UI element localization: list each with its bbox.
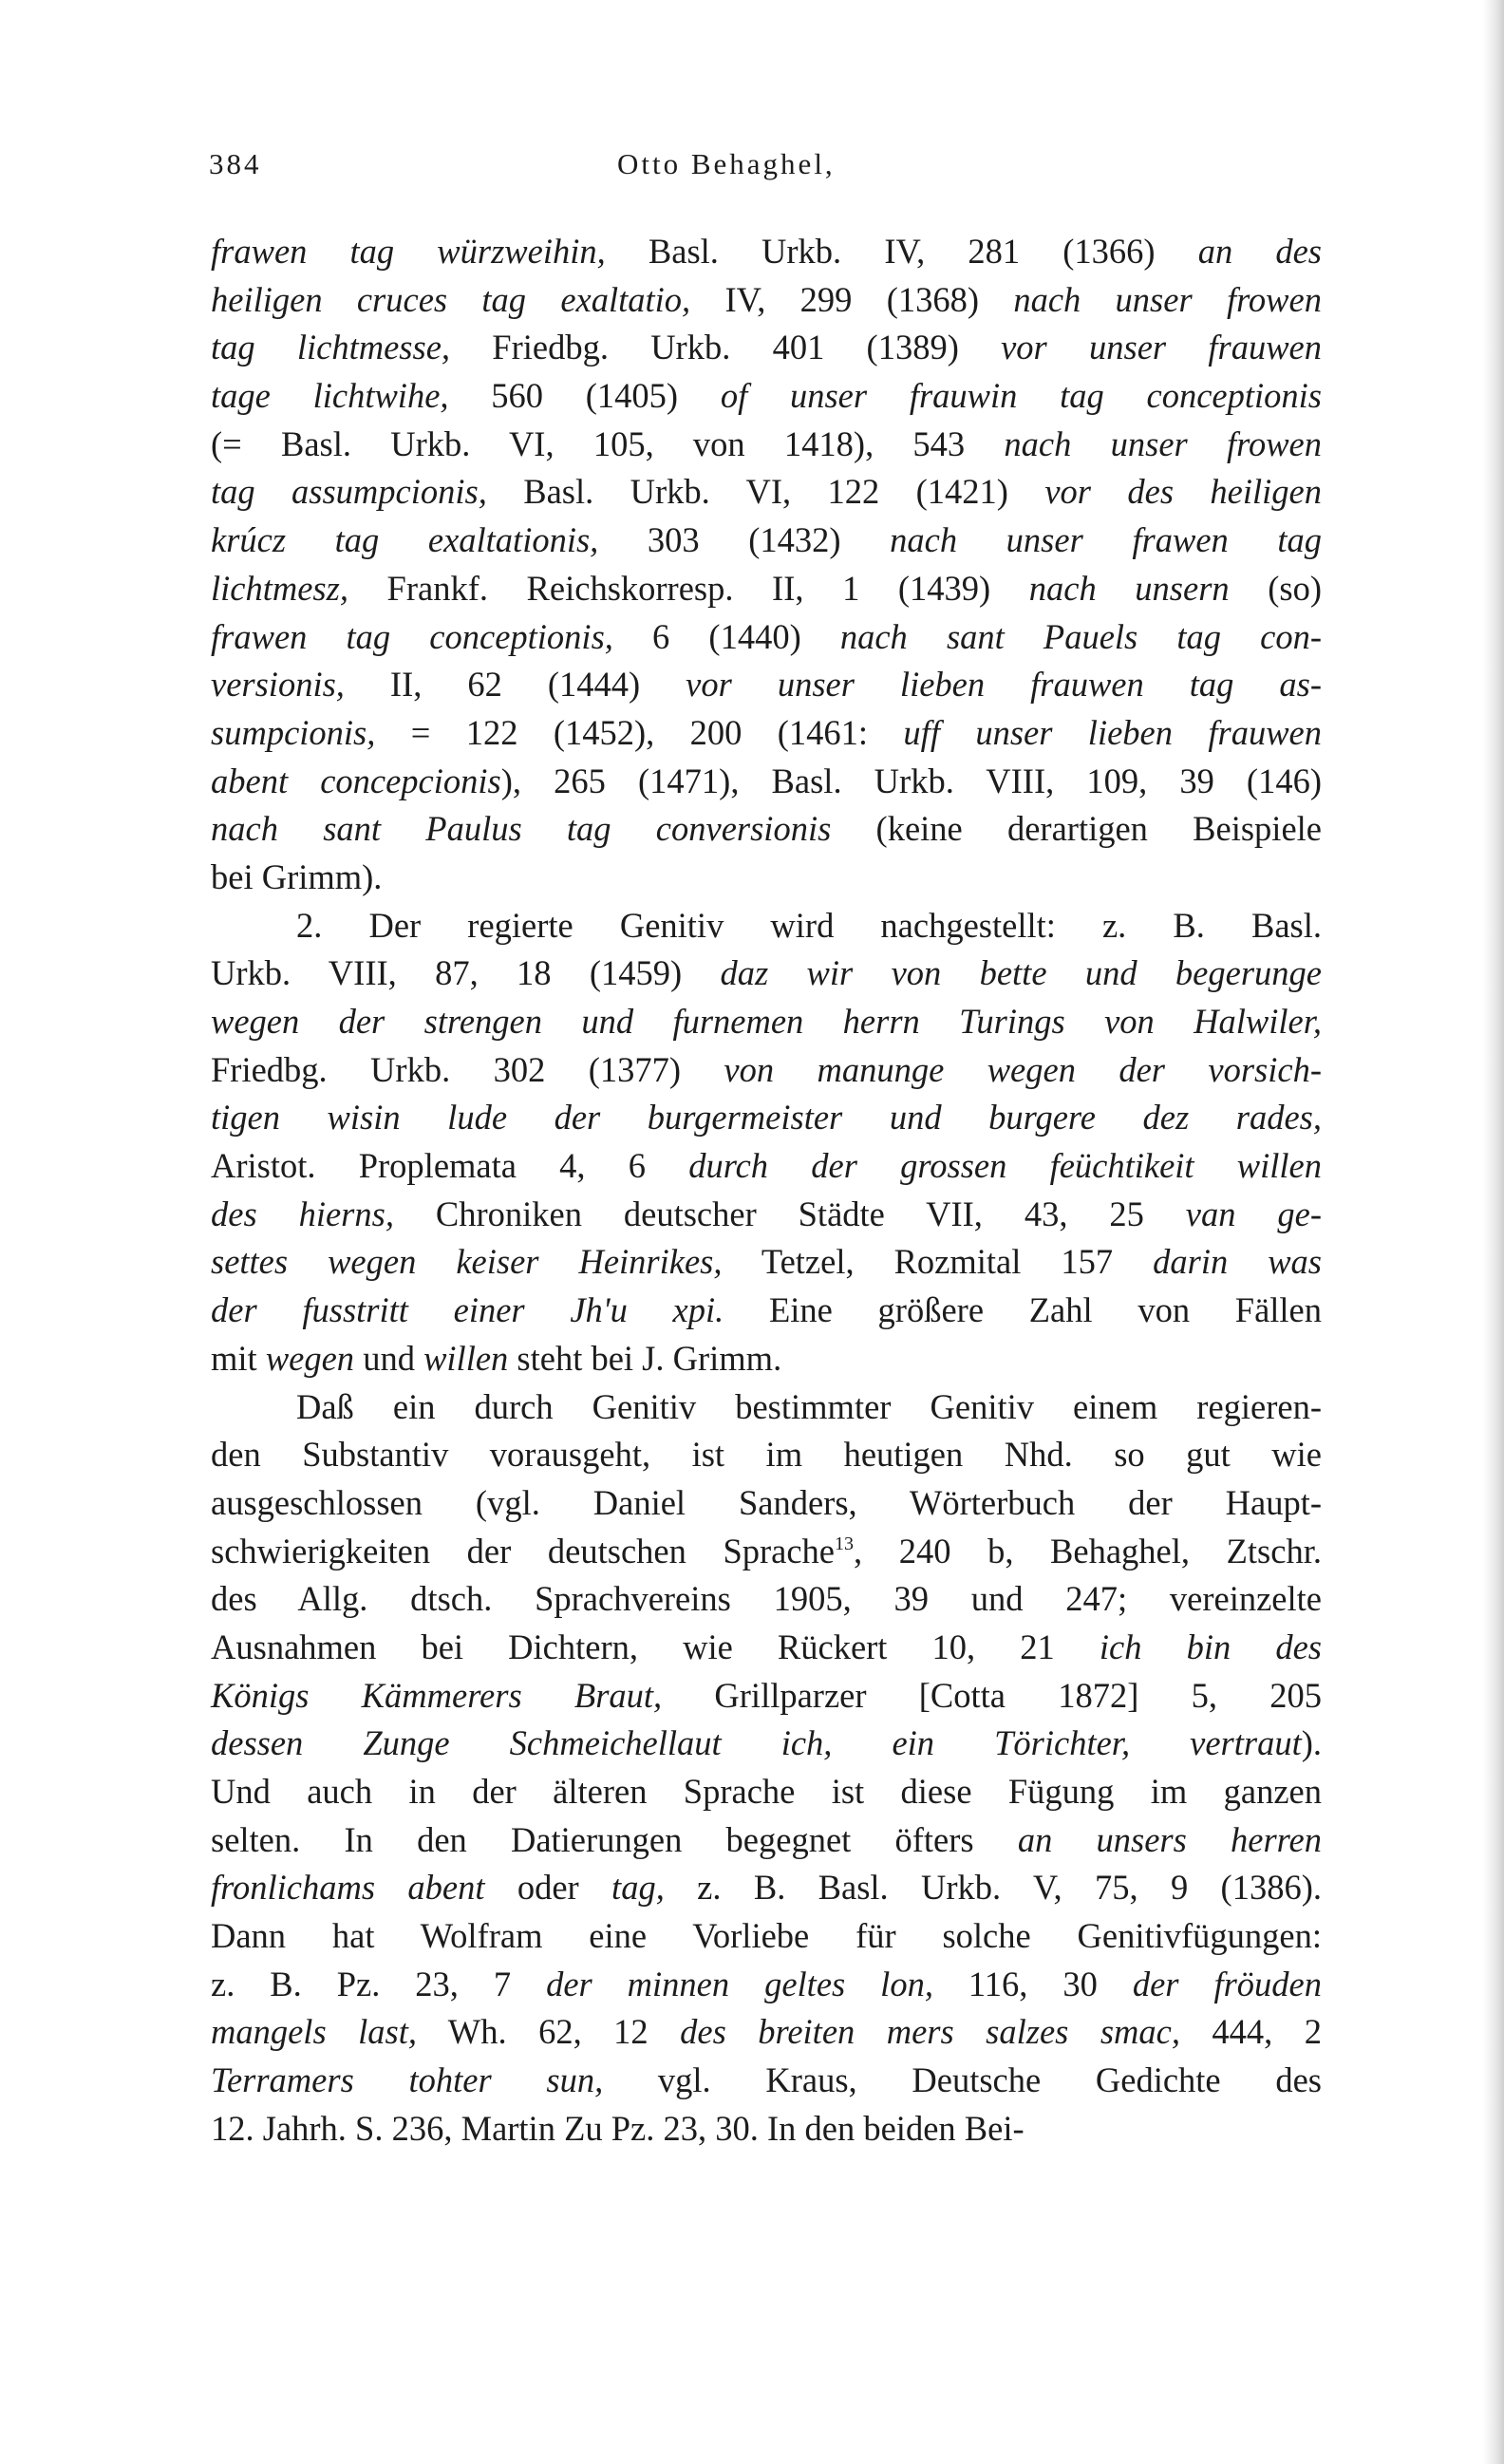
text-line (211, 950, 1322, 998)
text-line (211, 1912, 1322, 1961)
text-line (211, 1864, 1322, 1912)
text-line (211, 998, 1322, 1046)
text-line (211, 1624, 1322, 1672)
text-segment: Daß ein durch Genitiv bestimmter Genitiv einem regieren- (296, 1386, 1322, 1426)
italic-text: nach unsern (1028, 568, 1230, 608)
text-line (211, 1479, 1322, 1528)
text-line (211, 1094, 1322, 1142)
text-segment: Wh. 62, 12 (416, 2012, 681, 2052)
italic-text: willen (423, 1338, 509, 1378)
italic-text: nach sant Pauels tag con- (839, 616, 1323, 656)
text-line (211, 1046, 1322, 1095)
italic-text: tag, (611, 1868, 665, 1908)
text-segment: Frankf. Reichskorresp. II, 1 (1439) (348, 568, 1029, 608)
italic-text: van ge- (1185, 1194, 1323, 1233)
text-line (211, 1961, 1322, 2009)
italic-text: lichtmesz, (211, 568, 348, 608)
text-segment: 12. Jahrh. S. 236, Martin Zu Pz. 23, 30. In den beiden Bei- (211, 2108, 1025, 2148)
text-segment: 560 (1405) (448, 376, 721, 416)
text-line (211, 1238, 1322, 1287)
text-line (211, 372, 1322, 421)
text-segment: Dann hat Wolfram eine Vorliebe für solche Genitivfügungen: (211, 1916, 1322, 1956)
text-segment: (= Basl. Urkb. VI, 105, von 1418), 543 (211, 423, 1005, 463)
italic-text: durch der grossen feüchtikeit willen (688, 1146, 1323, 1186)
text-line (211, 1142, 1322, 1191)
text-segment: 2. Der regierte Genitiv wird nachgestellt: z. B. Basl. (296, 905, 1322, 945)
text-line (211, 2008, 1322, 2057)
text-line (211, 517, 1322, 565)
text-segment: Tetzel, Rozmital 157 (722, 1242, 1154, 1282)
text-line (211, 805, 1322, 854)
italic-text: mangels last, (211, 2012, 417, 2052)
text-line (211, 709, 1322, 758)
text-line (211, 661, 1322, 709)
italic-text: wegen (265, 1338, 355, 1378)
text-line (211, 1528, 1322, 1576)
text-line (211, 468, 1322, 517)
text-segment: II, 62 (1444) (344, 665, 686, 705)
text-segment: oder (484, 1868, 612, 1908)
text-segment: schwierigkeiten der deutschen Sprache (211, 1531, 835, 1571)
text-segment: den Substantiv vorausgeht, ist im heutigen Nhd. so gut wie (211, 1435, 1322, 1475)
text-line (211, 1575, 1322, 1624)
italic-text: tigen wisin lude der burgermeister und burgere dez rades, (211, 1098, 1322, 1138)
text-line (211, 1287, 1322, 1335)
text-segment: mit (211, 1338, 266, 1378)
text-segment: (keine derartigen Beispiele (831, 809, 1322, 849)
italic-text: tag lichtmesse, (211, 328, 451, 367)
text-line (211, 228, 1322, 276)
italic-text: darin was (1153, 1242, 1323, 1282)
italic-text: des hierns, (211, 1194, 394, 1233)
italic-text: wegen der strengen und furnemen herrn Turings von Halwiler, (211, 1002, 1322, 1041)
text-segment: IV, 299 (1368) (690, 279, 1014, 319)
text-segment: steht bei J. Grimm. (508, 1338, 782, 1378)
body-text (211, 228, 1322, 2154)
running-head-author: Otto Behaghel, (617, 147, 836, 180)
italic-text: an unsers herren (1017, 1819, 1322, 1859)
text-segment: (so) (1229, 568, 1323, 608)
page-number: 384 (209, 147, 262, 180)
italic-text: dessen Zunge Schmeichellaut ich, ein Törichter, vertraut (211, 1723, 1302, 1763)
text-segment: = 122 (1452), 200 (1461: (375, 712, 904, 752)
text-line (211, 758, 1322, 806)
text-line (211, 1431, 1322, 1479)
italic-text: uff unser lieben frauwen (903, 712, 1322, 752)
italic-text: vor unser frauwen (1001, 328, 1322, 367)
text-segment: Und auch in der älteren Sprache ist diese Fügung im ganzen (211, 1772, 1322, 1811)
italic-text: sumpcionis, (211, 712, 376, 752)
text-segment: ), 265 (1471), Basl. Urkb. VIII, 109, 39 (146) (500, 761, 1322, 800)
text-line (211, 613, 1322, 662)
text-line (211, 1816, 1322, 1865)
text-line (211, 421, 1322, 469)
italic-text: ich bin des (1099, 1627, 1322, 1666)
italic-text: nach unser frowen (1013, 279, 1322, 319)
text-line (211, 1191, 1322, 1239)
text-segment: vgl. Kraus, Deutsche Gedichte des (603, 2060, 1322, 2100)
text-segment: 444, 2 (1179, 2012, 1323, 2052)
text-line (211, 1335, 1322, 1383)
italic-text: daz wir von bette und begerunge (720, 953, 1322, 993)
text-line (211, 1672, 1322, 1721)
italic-text: abent concepcionis (211, 761, 501, 800)
italic-text: nach sant Paulus tag conversionis (211, 809, 832, 849)
text-segment: Grillparzer [Cotta 1872] 5, 205 (662, 1675, 1322, 1715)
italic-text: Terramers tohter sun, (211, 2060, 604, 2100)
text-segment: 303 (1432) (598, 520, 891, 560)
italic-text: krúcz tag exaltationis, (211, 520, 599, 560)
text-segment: Eine größere Zahl von Fällen (724, 1290, 1322, 1330)
text-segment: Ausnahmen bei Dichtern, wie Rückert 10, 21 (211, 1627, 1100, 1666)
italic-text: der minnen geltes lon, (546, 1964, 933, 2003)
text-segment: Friedbg. Urkb. 401 (1389) (450, 328, 1002, 367)
running-head (209, 147, 1329, 195)
text-line (211, 565, 1322, 613)
italic-text: tag assumpcionis, (211, 472, 487, 512)
italic-text: Königs Kämmerers Braut, (211, 1675, 663, 1715)
italic-text: frawen tag conceptionis, (211, 616, 613, 656)
text-line (211, 324, 1322, 372)
text-line (211, 1768, 1322, 1816)
text-line (211, 902, 1322, 950)
italic-text: settes wegen keiser Heinrikes, (211, 1242, 723, 1282)
text-line (211, 2105, 1322, 2154)
italic-text: fronlichams abent (211, 1868, 485, 1908)
text-segment: des Allg. dtsch. Sprachvereins 1905, 39 und 247; vereinzelte (211, 1579, 1322, 1619)
italic-text: an des (1197, 232, 1323, 271)
italic-text: der fusstritt einer Jh'u xpi. (211, 1290, 724, 1330)
text-segment: ). (1301, 1723, 1322, 1763)
superscript: 13 (835, 1533, 854, 1554)
italic-text: nach unser frawen tag (890, 520, 1322, 560)
italic-text: tage lichtwihe, (211, 376, 449, 416)
italic-text: of unser frauwin tag conceptionis (720, 376, 1323, 416)
italic-text: vor unser lieben frauwen tag as- (686, 665, 1323, 705)
text-segment: Aristot. Proplemata 4, 6 (211, 1146, 689, 1186)
italic-text: nach unser frowen (1004, 423, 1322, 463)
text-segment: Basl. Urkb. VI, 122 (1421) (486, 472, 1045, 512)
text-segment: , 240 b, Behaghel, Ztschr. (854, 1531, 1322, 1571)
text-line (211, 854, 1322, 902)
text-segment: und (354, 1338, 424, 1378)
text-segment: z. B. Basl. Urkb. V, 75, 9 (1386). (664, 1868, 1322, 1908)
text-line (211, 1720, 1322, 1768)
italic-text: heiligen cruces tag exaltatio, (211, 279, 691, 319)
italic-text: vor des heiligen (1044, 472, 1322, 512)
italic-text: der fröuden (1132, 1964, 1322, 2003)
text-segment: Friedbg. Urkb. 302 (1377) (211, 1049, 724, 1089)
text-segment: 6 (1440) (612, 616, 840, 656)
text-segment: Basl. Urkb. IV, 281 (1366) (605, 232, 1198, 271)
text-segment: Urkb. VIII, 87, 18 (1459) (211, 953, 721, 993)
italic-text: von manunge wegen der vorsich- (724, 1049, 1322, 1089)
text-segment: bei Grimm). (211, 856, 383, 896)
text-line (211, 2057, 1322, 2105)
italic-text: des breiten mers salzes smac, (680, 2012, 1180, 2052)
page-edge-shadow (1483, 0, 1504, 2464)
text-line (211, 1383, 1322, 1432)
text-segment: 116, 30 (932, 1964, 1133, 2003)
text-line (211, 276, 1322, 325)
text-segment: ausgeschlossen (vgl. Daniel Sanders, Wörterbuch der Haupt- (211, 1482, 1322, 1522)
text-segment: Chroniken deutscher Städte VII, 43, 25 (393, 1194, 1186, 1233)
text-segment: selten. In den Datierungen begegnet öfters (211, 1819, 1018, 1859)
italic-text: versionis, (211, 665, 345, 705)
italic-text: frawen tag würzweihin, (211, 232, 606, 271)
text-segment: z. B. Pz. 23, 7 (211, 1964, 547, 2003)
